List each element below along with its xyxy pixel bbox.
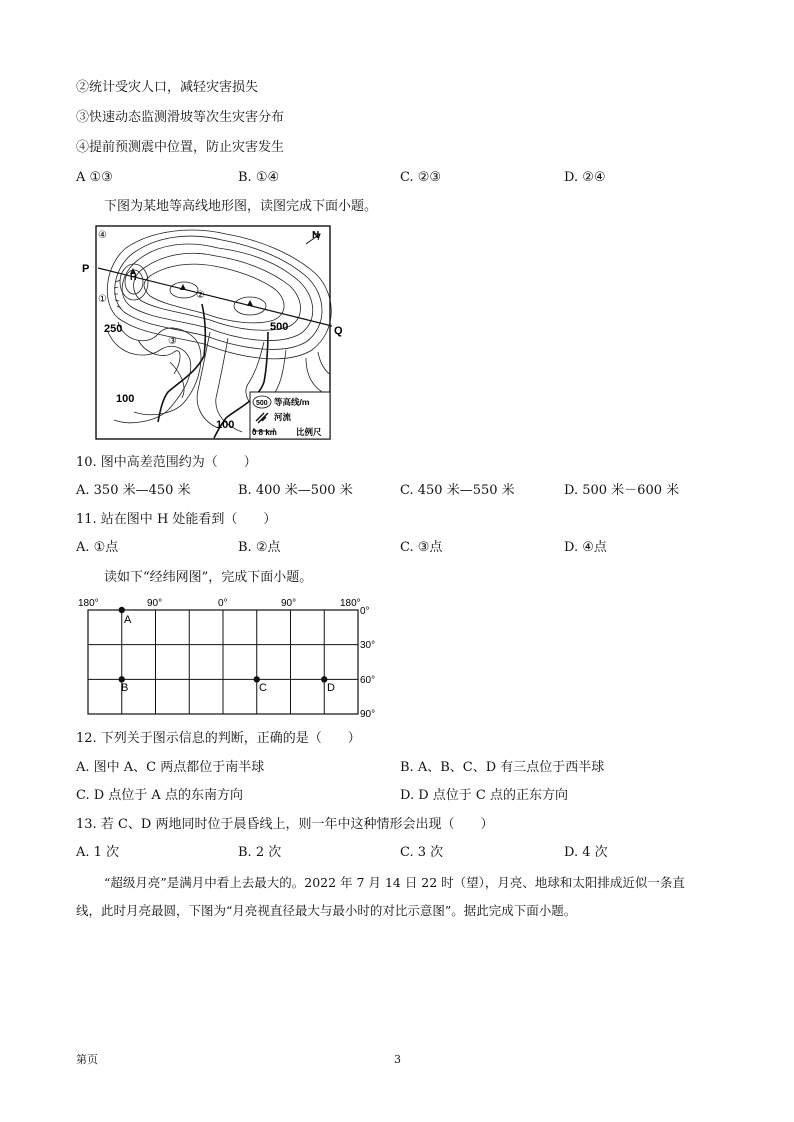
q10-choice-a: A. 350 米—450 米 bbox=[76, 483, 191, 498]
legend-river: 河流 bbox=[274, 412, 292, 422]
footer-page-label: 第页 bbox=[76, 1053, 98, 1066]
q11-choice-a: A. ①点 bbox=[76, 540, 119, 555]
q12-choice-c: C. D 点位于 A 点的东南方向 bbox=[76, 788, 243, 803]
q10-choice-c: C. 450 米—550 米 bbox=[400, 483, 515, 498]
legend-contour: 等高线/m bbox=[274, 397, 310, 407]
footer-page-number: 3 bbox=[394, 1053, 401, 1066]
map-point-2: ② bbox=[196, 290, 205, 301]
map-label-100-left: 100 bbox=[116, 393, 135, 405]
grid-point-a bbox=[119, 607, 125, 613]
lon-label-180-right: 180° bbox=[340, 598, 361, 609]
q11-choice-d: D. ④点 bbox=[564, 540, 607, 555]
option-line-4: ④提前预测震中位置，防止灾害发生 bbox=[76, 140, 285, 155]
lat-label-90: 90° bbox=[360, 709, 376, 720]
map-label-100-bottom: 100 bbox=[216, 419, 235, 431]
lon-label-180-left: 180° bbox=[78, 598, 99, 609]
q13-choice-b: B. 2 次 bbox=[238, 845, 282, 860]
q13-stem: 13. 若 C、D 两地同时位于晨昏线上，则一年中这种情形会出现（ ） bbox=[76, 817, 494, 832]
lat-label-60: 60° bbox=[360, 675, 376, 686]
passage-line-2: 线，此时月亮最圆，下图为“月亮视直径最大与最小时的对比示意图”。据此完成下面小题。 bbox=[76, 903, 577, 918]
graticule-grid bbox=[76, 596, 386, 722]
map-intro: 下图为某地等高线地形图，读图完成下面小题。 bbox=[104, 199, 378, 214]
q9-choice-d: D. ②④ bbox=[564, 170, 606, 185]
q12-choice-a: A. 图中 A、C 两点都位于南半球 bbox=[76, 760, 265, 775]
q12-stem: 12. 下列关于图示信息的判断，正确的是（ ） bbox=[76, 731, 361, 746]
q9-choice-b: B. ①④ bbox=[238, 170, 280, 185]
map-label-h: H bbox=[130, 272, 137, 282]
grid-label-c: C bbox=[259, 682, 267, 694]
lon-label-0: 0° bbox=[218, 598, 228, 609]
map-point-4: ④ bbox=[98, 230, 107, 241]
q9-choice-c: C. ②③ bbox=[400, 170, 442, 185]
q11-choice-c: C. ③点 bbox=[400, 540, 443, 555]
lat-label-30: 30° bbox=[360, 640, 376, 651]
map-label-q: Q bbox=[334, 325, 343, 337]
grid-label-a: A bbox=[124, 614, 132, 626]
option-line-3: ③快速动态监测滑坡等次生灾害分布 bbox=[76, 110, 285, 125]
map-point-1: ① bbox=[98, 294, 107, 305]
map-point-3: ③ bbox=[168, 336, 177, 347]
q10-choice-d: D. 500 米－600 米 bbox=[564, 483, 680, 498]
q11-choice-b: B. ②点 bbox=[238, 540, 281, 555]
map-label-north: N bbox=[312, 230, 320, 241]
q10-stem: 10. 图中高差范围约为（ ） bbox=[76, 455, 257, 470]
map-label-p: P bbox=[82, 263, 90, 275]
map-legend bbox=[250, 392, 330, 439]
lon-label-90-west: 90° bbox=[147, 598, 163, 609]
legend-contour-sample: 500 bbox=[256, 400, 268, 407]
lat-label-0: 0° bbox=[360, 606, 370, 617]
option-line-2: ②统计受灾人口，减轻灾害损失 bbox=[76, 80, 259, 95]
grid-intro: 读如下“经纬网图”，完成下面小题。 bbox=[104, 570, 313, 585]
legend-scale: 比例尺 bbox=[296, 427, 322, 437]
q12-choice-d: D. D 点位于 C 点的正东方向 bbox=[400, 788, 568, 803]
legend-scale-numbers: 0 8 km bbox=[252, 428, 277, 437]
map-label-250: 250 bbox=[104, 323, 123, 335]
q12-choice-b: B. A、B、C、D 有三点位于西半球 bbox=[400, 760, 605, 775]
contour-map bbox=[78, 222, 348, 444]
q13-choice-a: A. 1 次 bbox=[76, 845, 120, 860]
q13-choice-c: C. 3 次 bbox=[400, 845, 444, 860]
grid-label-d: D bbox=[327, 682, 335, 694]
lon-label-90-east: 90° bbox=[281, 598, 297, 609]
q13-choice-d: D. 4 次 bbox=[564, 845, 608, 860]
map-label-500: 500 bbox=[270, 321, 289, 333]
passage-line-1: “超级月亮”是满月中看上去最大的。2022 年 7 月 14 日 22 时（望），月亮、地球和太阳排成近似一条直 bbox=[104, 875, 685, 890]
grid-label-b: B bbox=[121, 682, 129, 694]
q11-stem: 11. 站在图中 H 处能看到（ ） bbox=[76, 512, 277, 527]
q9-choice-a: A ①③ bbox=[76, 170, 113, 185]
q10-choice-b: B. 400 米—500 米 bbox=[238, 483, 353, 498]
